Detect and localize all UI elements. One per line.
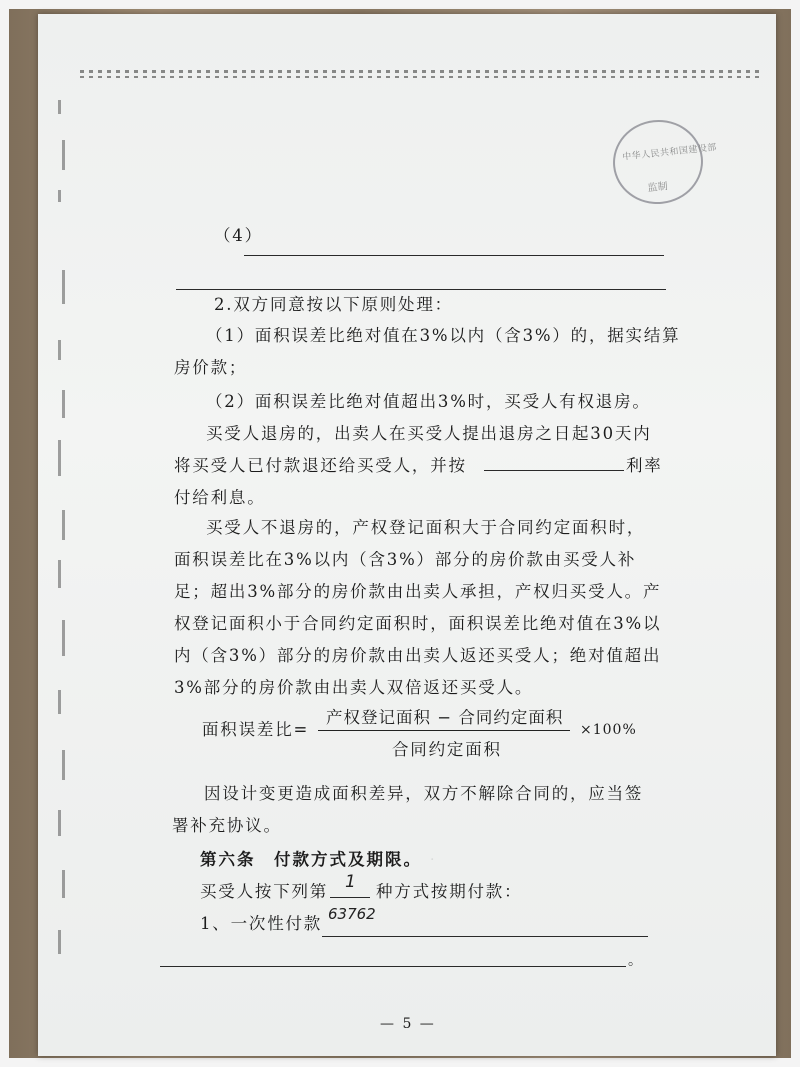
binding-marks bbox=[56, 90, 78, 970]
principle-heading: 2.双方同意按以下原则处理： bbox=[214, 295, 453, 314]
interest-rate-blank bbox=[484, 470, 624, 471]
scan-artifact-dots bbox=[80, 64, 760, 82]
formula-label: 面积误差比= bbox=[202, 720, 310, 739]
no-refund-line-3: 足；超出3%部分的房价款由出卖人承担，产权归买受人。产 bbox=[174, 582, 662, 601]
design-change-line-2: 署补充协议。 bbox=[172, 816, 282, 835]
refund-line-2a: 将买受人已付款退还给买受人，并按 bbox=[174, 456, 467, 475]
formula-factor: ×100% bbox=[580, 722, 637, 738]
formula-fraction-bar bbox=[318, 730, 570, 731]
refund-line-3: 付给利息。 bbox=[174, 488, 266, 507]
seal-subtext: 监制 bbox=[647, 181, 669, 195]
payment-amount-handwritten: 63762 bbox=[328, 905, 376, 923]
payment-choice-blank bbox=[330, 897, 370, 898]
formula-denominator: 合同约定面积 bbox=[392, 740, 502, 759]
refund-line-1: 买受人退房的，出卖人在买受人提出退房之日起30天内 bbox=[206, 424, 652, 443]
item-4-second-line bbox=[176, 289, 666, 290]
design-change-line-1: 因设计变更造成面积差异，双方不解除合同的，应当签 bbox=[204, 784, 644, 803]
bleed-through-text: · bbox=[430, 852, 438, 868]
no-refund-line-1: 买受人不退房的，产权登记面积大于合同约定面积时， bbox=[206, 518, 646, 537]
payment-intro-b: 种方式按期付款： bbox=[376, 882, 523, 901]
rule-1-line-1: （1）面积误差比绝对值在3%以内（含3%）的，据实结算 bbox=[206, 326, 681, 345]
rule-2: （2）面积误差比绝对值超出3%时，买受人有权退房。 bbox=[206, 392, 651, 411]
payment-amount-line bbox=[322, 936, 648, 937]
no-refund-line-4: 权登记面积小于合同约定面积时，面积误差比绝对值在3%以 bbox=[174, 614, 662, 633]
rule-1-line-2: 房价款； bbox=[174, 358, 248, 377]
no-refund-line-2: 面积误差比在3%以内（含3%）部分的房价款由买受人补 bbox=[174, 550, 637, 569]
formula-numerator: 产权登记面积 − 合同约定面积 bbox=[326, 708, 564, 727]
refund-line-2b: 利率 bbox=[626, 456, 663, 475]
payment-option-1: 1、一次性付款 bbox=[200, 914, 323, 933]
payment-line-period: 。 bbox=[628, 953, 644, 969]
item-4-blank-line bbox=[244, 255, 664, 256]
article-6-title: 第六条 付款方式及期限。 bbox=[200, 850, 422, 869]
seal-text: 中华人民共和国建设部 bbox=[621, 142, 718, 163]
page-number: — 5 — bbox=[380, 1016, 436, 1032]
payment-choice-handwritten: 1 bbox=[345, 872, 356, 892]
item-4-label: （4） bbox=[214, 226, 263, 245]
no-refund-line-6: 3%部分的房价款由出卖人双倍返还买受人。 bbox=[174, 678, 534, 697]
payment-second-line bbox=[160, 966, 626, 967]
payment-intro-a: 买受人按下列第 bbox=[200, 882, 329, 901]
no-refund-line-5: 内（含3%）部分的房价款由出卖人返还买受人；绝对值超出 bbox=[174, 646, 662, 665]
